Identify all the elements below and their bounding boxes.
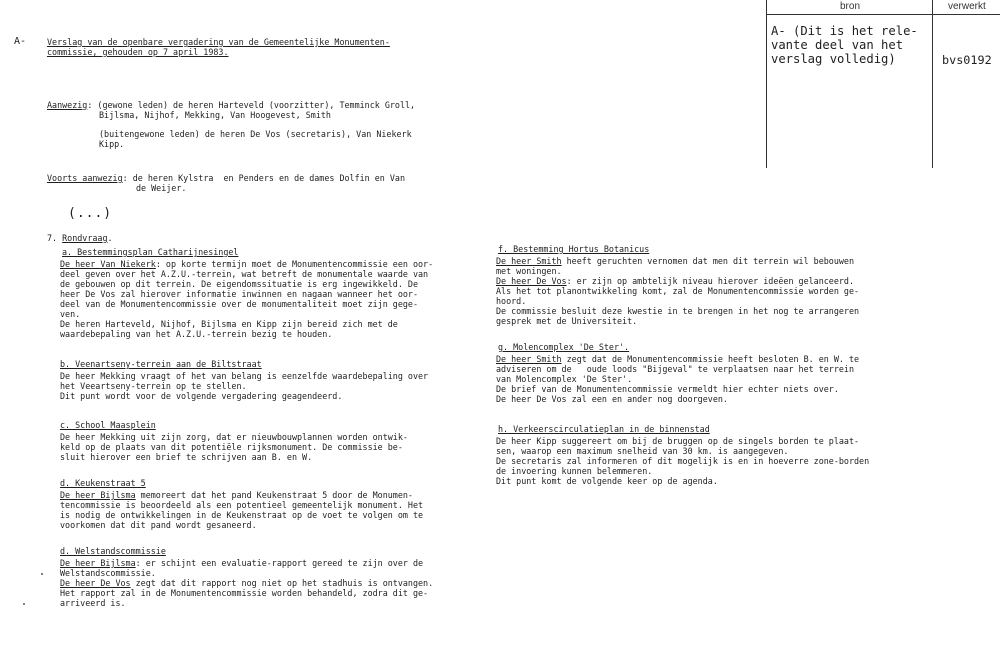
item-line: Het rapport zal in de Monumentencommissie worden behandeld, zodra dit ge-: [60, 588, 429, 598]
agenda-item-veeartseny: [60, 359, 428, 401]
agenda-item-welstandscommissie: [60, 546, 433, 608]
also-present-line: de Weijer.: [136, 183, 187, 193]
agenda-item-hortus-botanicus: [496, 244, 859, 326]
table-rule-left: [766, 0, 767, 168]
scan-speck: [23, 603, 25, 605]
also-present-label: Voorts aanwezig: [47, 173, 123, 183]
item-line: De secretaris zal informeren of dit mogelijk is en in hoeverre zone-borden: [496, 456, 870, 466]
document-title: [47, 37, 390, 57]
scan-speck: [41, 573, 43, 575]
item-line: het Veeartseny-terrein op te stellen.: [60, 381, 247, 391]
item-title: f. Bestemming Hortus Botanicus: [498, 244, 650, 254]
item-line: De heer Mekking vraagt of het van belang is eenzelfde waardebepaling over: [60, 371, 429, 381]
agenda-item-verkeerscirculatieplan: [496, 424, 869, 486]
item-line: De heer Mekking uit zijn zorg, dat er nieuwbouwplannen worden ontwik-: [60, 432, 408, 442]
source-note: [771, 24, 918, 66]
item-line: is nodig de ontwikkelingen in de Keukenstraat op de voet te volgen om te: [60, 510, 424, 520]
item-title: h. Verkeerscirculatieplan in de binnenstad: [498, 424, 710, 434]
item-line: Als het tot planontwikkeling komt, zal de Monumentencommissie worden ge-: [496, 286, 860, 296]
item-line: sluit hierover een brief te schrijven aan B. en W.: [60, 452, 313, 462]
item-line: ven.: [60, 309, 81, 319]
item-line: keld op de plaats van dit potentiële rijksmonument. De commissie be-: [60, 442, 403, 452]
header-source: bron: [840, 1, 861, 12]
item-line: adviseren om de oude loods "Bijgeval" te verplaatsen naar het terrein: [496, 364, 854, 374]
agenda-number: 7.: [47, 233, 58, 243]
title-line: commissie, gehouden op 7 april 1983.: [47, 47, 229, 57]
item-title: c. School Maasplein: [60, 420, 156, 430]
source-table: [766, 0, 1000, 168]
item-line: De heer Bijlsma memoreert dat het pand Keukenstraat 5 door de Monumen-: [60, 490, 413, 500]
item-line: De heer De Vos: er zijn op ambtelijk niveau hierover ideëen gelanceerd.: [496, 276, 854, 286]
item-line: de gebouwen op dit terrein. De eigendomssituatie is erg ingewikkeld. De: [60, 279, 418, 289]
item-title: g. Molencomplex 'De Ster'.: [498, 342, 630, 352]
item-line: De heer De Vos zegt dat dit rapport nog niet op het stadhuis is ontvangen.: [60, 578, 434, 588]
attendance-label: Aanwezig: [47, 100, 88, 110]
item-title: a. Bestemmingsplan Catharijnesingel: [62, 247, 239, 257]
item-line: De heer De Vos zal een en ander nog doorgeven.: [496, 394, 728, 404]
attendance-block: [47, 100, 415, 149]
source-note-line: vante deel van het: [771, 38, 904, 52]
item-line: De brief van de Monumentencommissie vermeldt hier echter niets over.: [496, 384, 839, 394]
item-line: Dit punt wordt voor de volgende vergadering geagendeerd.: [60, 391, 343, 401]
agenda-title: Rondvraag: [62, 233, 108, 243]
item-line: voorkomen dat dit pand wordt gesaneerd.: [60, 520, 257, 530]
item-line: heer De Vos zal hierover informatie inwinnen en nagaan wanneer het oor-: [60, 289, 418, 299]
attendance-extra-line: Kipp.: [99, 139, 125, 149]
source-note-line: verslag volledig): [771, 52, 896, 66]
header-processed: verwerkt: [948, 1, 986, 12]
item-line: De heer Kipp suggereert om bij de bruggen op de singels borden te plaat-: [496, 436, 860, 446]
item-line: De commissie besluit deze kwestie in te brengen in het nog te arrangeren: [496, 306, 860, 316]
agenda-item-school-maasplein: [60, 420, 408, 462]
agenda-heading: 7. Rondvraag.: [47, 233, 113, 243]
title-line: Verslag van de openbare vergadering van de Gemeentelijke Monumenten-: [47, 37, 390, 47]
item-title: d. Keukenstraat 5: [60, 478, 146, 488]
item-line: tencommissie is beoordeeld als een potentieel gemeentelijk monument. Het: [60, 500, 424, 510]
archive-code: bvs0192: [942, 53, 992, 67]
attendance-line: [47, 100, 415, 110]
item-line: van Molencomplex 'De Ster'.: [496, 374, 633, 384]
attendance-line: Bijlsma, Nijhof, Mekking, Van Hoogevest, Smith: [99, 110, 331, 120]
also-present-line: Voorts aanwezig: de heren Kylstra en Penders en de dames Dolfin en Van: [47, 173, 406, 183]
item-line: deel geven over het A.Z.U.-terrein, wat betreft de monumentale waarde van: [60, 269, 429, 279]
item-line: De heer Van Niekerk: op korte termijn moet de Monumentencommissie een oor-: [60, 259, 434, 269]
agenda-item-keukenstraat: [60, 478, 423, 530]
agenda-item-molencomplex: [496, 342, 859, 404]
item-title: d. Welstandscommissie: [60, 546, 166, 556]
item-title: b. Veenartseny-terrein aan de Biltstraat: [60, 359, 262, 369]
item-line: met woningen.: [496, 266, 562, 276]
item-line: gesprek met de Universiteit.: [496, 316, 638, 326]
section-letter: A-: [14, 36, 27, 47]
item-line: De heer Smith heeft geruchten vernomen dat men dit terrein wil bebouwen: [496, 256, 855, 266]
item-line: waardebepaling van het A.Z.U.-terrein bezig te houden.: [60, 329, 333, 339]
item-line: hoord.: [496, 296, 527, 306]
item-line: De heren Harteveld, Nijhof, Bijlsma en Kipp zijn bereid zich met de: [60, 319, 398, 329]
item-line: deel van de Monumentencommissie over de monumentaliteit moet zijn gege-: [60, 299, 418, 309]
table-rule-horizontal: [766, 14, 1000, 15]
item-line: Welstandscommissie.: [60, 568, 156, 578]
item-line: Dit punt komt de volgende keer op de agenda.: [496, 476, 718, 486]
attendance-extra-line: (buitengewone leden) de heren De Vos (secretaris), Van Niekerk: [99, 129, 412, 139]
item-line: arriveerd is.: [60, 598, 126, 608]
omission-marker: (...): [68, 206, 113, 221]
agenda-item-catharijnesingel: [60, 247, 433, 339]
also-present-block: [47, 173, 405, 193]
table-rule-middle: [932, 0, 933, 168]
item-line: De heer Smith zegt dat de Monumentencommissie heeft besloten B. en W. te: [496, 354, 860, 364]
source-note-line: A- (Dit is het rele-: [771, 24, 918, 38]
item-line: De heer Bijlsma: er schijnt een evaluatie-rapport gereed te zijn over de: [60, 558, 424, 568]
item-line: sen, waarop een maximum snelheid van 30 km. is aangegeven.: [496, 446, 789, 456]
attendance-regular-members: : (gewone leden) de heren Harteveld (voorzitter), Temminck Groll,: [87, 100, 416, 110]
item-line: de invoering kunnen belemmeren.: [496, 466, 653, 476]
